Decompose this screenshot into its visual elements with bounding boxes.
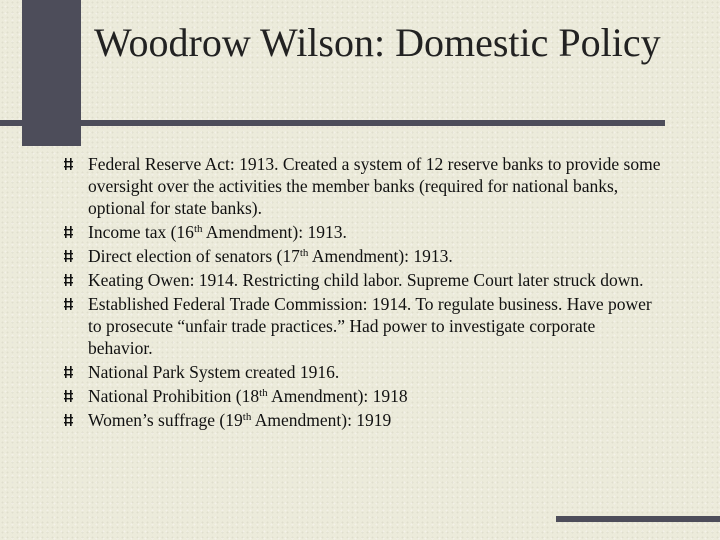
bullet-text: Established Federal Trade Commission: 1914. To regulate business. Have power to prosecute “unfair trade practices.” Had power to investigate corporate behavior. (88, 294, 652, 358)
bullet-item (64, 153, 664, 219)
double-bar-bullet-icon (64, 390, 73, 402)
double-bar-bullet-icon (64, 226, 73, 238)
ordinal-suffix: th (193, 223, 203, 235)
bullet-item (64, 409, 664, 431)
double-bar-bullet-icon (64, 158, 73, 170)
ordinal-suffix: th (299, 247, 309, 259)
bullet-item (64, 385, 664, 407)
bullet-text-cont: Amendment): 1918 (267, 386, 408, 406)
bullet-list (64, 153, 664, 433)
bullet-text: Federal Reserve Act: 1913. Created a system of 12 reserve banks to provide some oversight over the activities the member banks (required for national banks, optional for state banks). (88, 154, 661, 218)
bullet-item (64, 293, 664, 359)
bullet-item (64, 361, 664, 383)
bullet-item (64, 245, 664, 267)
bullet-text: Women’s suffrage (19 (88, 410, 243, 430)
footer-accent-bar (556, 516, 720, 522)
bullet-text: National Park System created 1916. (88, 362, 340, 382)
ordinal-suffix: th (242, 411, 252, 423)
bullet-text-cont: Amendment): 1913. (308, 246, 453, 266)
double-bar-bullet-icon (64, 366, 73, 378)
slide-title: Woodrow Wilson: Domestic Policy (94, 20, 661, 65)
double-bar-bullet-icon (64, 414, 73, 426)
title-divider (0, 120, 665, 126)
double-bar-bullet-icon (64, 274, 73, 286)
double-bar-bullet-icon (64, 250, 73, 262)
bullet-item (64, 269, 664, 291)
bullet-text: Direct election of senators (17 (88, 246, 300, 266)
double-bar-bullet-icon (64, 298, 73, 310)
bullet-text: Income tax (16 (88, 222, 194, 242)
ordinal-suffix: th (259, 387, 268, 399)
bullet-item (64, 221, 664, 243)
bullet-text: Keating Owen: 1914. Restricting child labor. Supreme Court later struck down. (88, 270, 644, 290)
bullet-text-cont: Amendment): 1913. (202, 222, 347, 242)
bullet-text-cont: Amendment): 1919 (251, 410, 392, 430)
bullet-text: National Prohibition (18 (88, 386, 260, 406)
